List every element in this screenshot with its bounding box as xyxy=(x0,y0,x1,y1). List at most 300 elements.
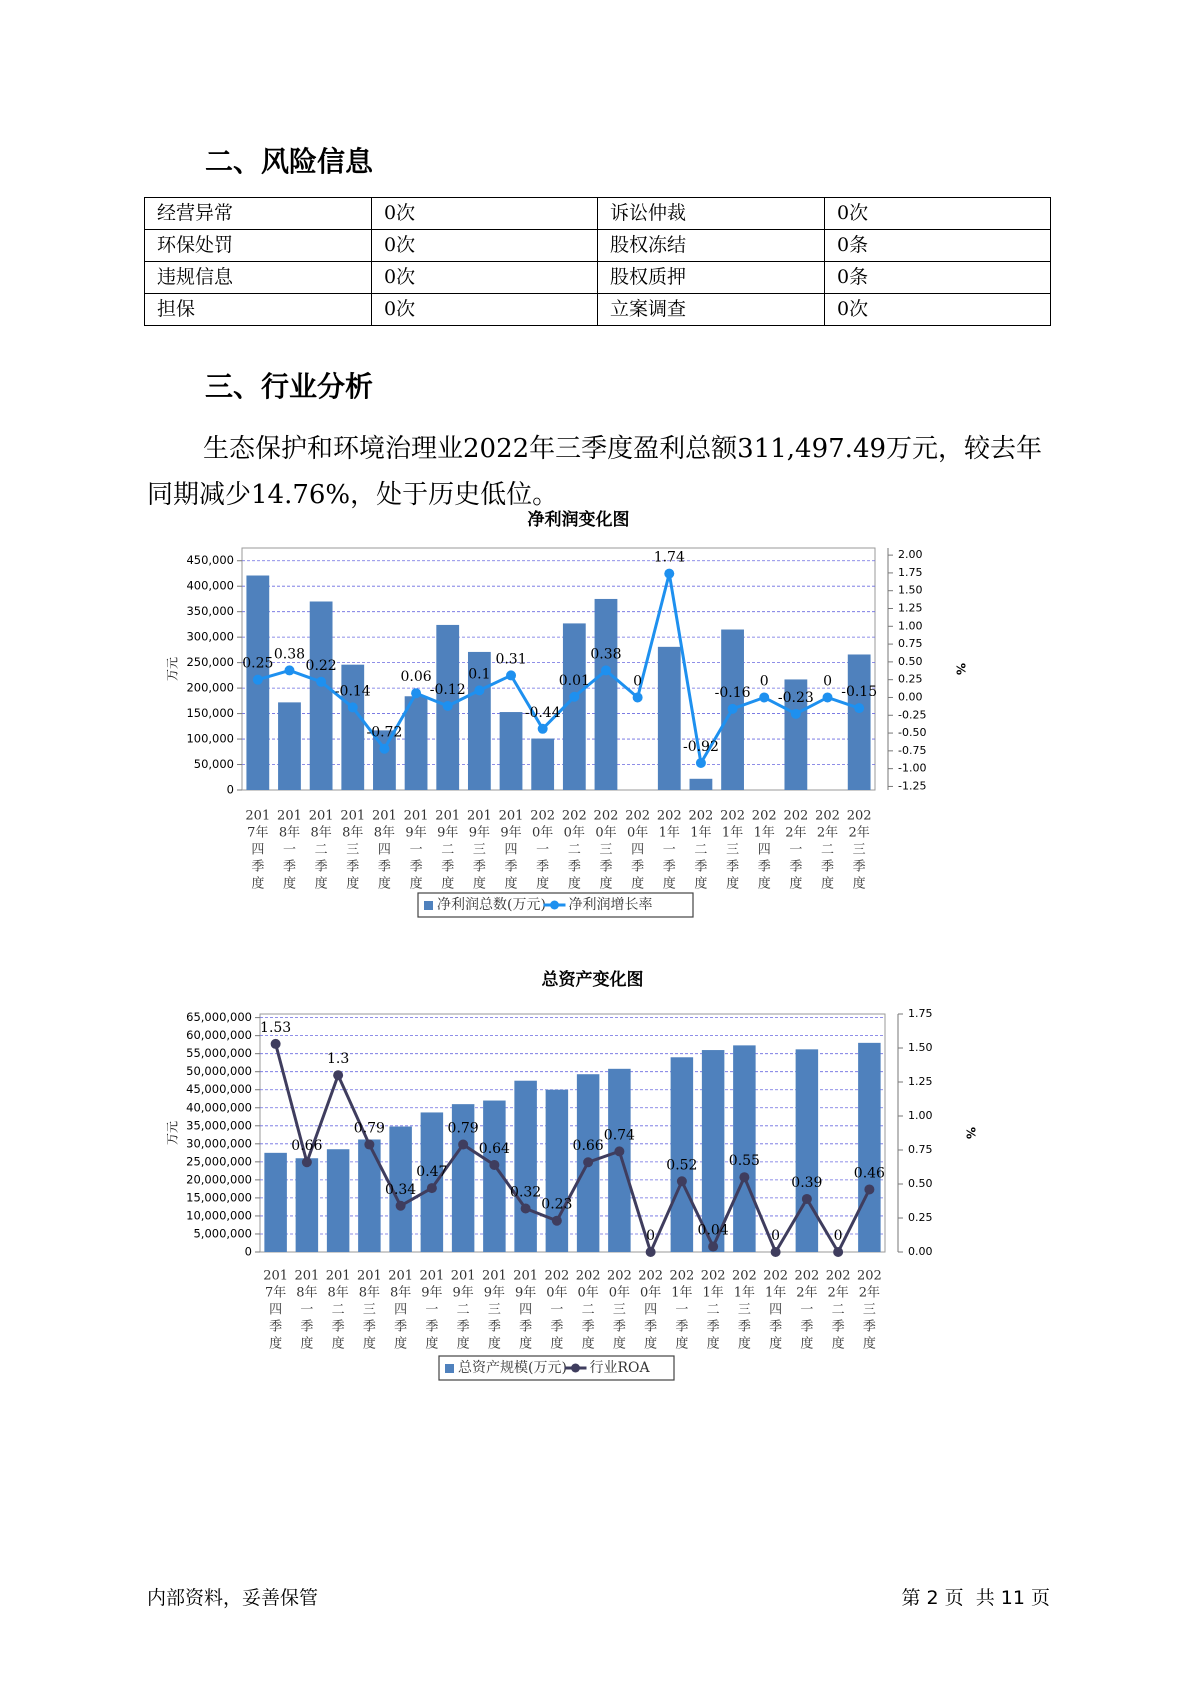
section-heading-industry: 三、行业分析 xyxy=(205,370,374,403)
data-label: 0 xyxy=(833,1228,843,1244)
legend-label: 总资产规模(万元) xyxy=(458,1360,567,1376)
x-tick-label-line: 8年 xyxy=(342,825,364,841)
x-tick-label-line: 201 xyxy=(308,808,334,824)
x-tick-label-line: 度 xyxy=(831,1336,845,1352)
data-label: 0.47 xyxy=(416,1164,448,1181)
data-label: -0.72 xyxy=(366,724,403,741)
x-tick-label xyxy=(594,809,619,892)
data-label: 0.66 xyxy=(572,1138,604,1155)
bar xyxy=(690,779,713,790)
x-tick-label-line: 8年 xyxy=(310,825,332,841)
bar xyxy=(671,1057,694,1252)
x-tick-label xyxy=(467,809,492,892)
x-tick-label-line: 0年 xyxy=(608,1285,631,1301)
bar xyxy=(296,1158,319,1252)
line-point xyxy=(364,1140,374,1150)
x-tick-label xyxy=(657,809,682,892)
x-tick-label-line: 季 xyxy=(694,859,708,875)
x-tick-label xyxy=(435,809,460,892)
x-tick-label xyxy=(482,1269,507,1352)
line-point xyxy=(791,709,801,719)
x-tick-label-line: 四 xyxy=(394,1302,408,1318)
table-row xyxy=(145,262,1051,294)
x-tick-label-line: 季 xyxy=(362,1319,376,1335)
x-tick-label-line: 三 xyxy=(346,842,360,858)
bar xyxy=(531,739,554,790)
x-tick-label xyxy=(388,1269,413,1352)
x-tick-label-line: 202 xyxy=(720,808,745,824)
x-tick-label-line: 度 xyxy=(331,1336,345,1352)
line-point xyxy=(271,1039,281,1049)
data-label: 0.52 xyxy=(666,1157,698,1174)
x-tick-label xyxy=(340,809,365,892)
x-tick-label-line: 三 xyxy=(862,1302,876,1318)
y2-axis-title: % xyxy=(953,662,968,676)
data-label: 0 xyxy=(633,673,643,690)
x-tick-label-line: 度 xyxy=(631,876,645,892)
x-tick-label-line: 2年 xyxy=(785,825,807,841)
x-tick-label-line: 201 xyxy=(340,808,366,824)
x-tick-label-line: 1年 xyxy=(764,1285,787,1301)
x-tick-label-line: 0年 xyxy=(626,825,649,841)
legend xyxy=(439,1356,674,1380)
x-tick-label xyxy=(530,809,555,892)
risk-label: 经营异常 xyxy=(145,198,372,230)
x-tick-label-line: 7年 xyxy=(247,825,269,841)
x-tick-label-line: 四 xyxy=(504,842,518,858)
bar xyxy=(848,654,871,790)
x-tick-label-line: 1年 xyxy=(702,1285,724,1301)
x-tick-label-line: 度 xyxy=(644,1336,658,1352)
y2-tick-label: -0.50 xyxy=(898,726,927,740)
data-label: 0 xyxy=(823,673,832,690)
y-tick-label: 50,000 xyxy=(193,757,234,772)
data-label: 0.31 xyxy=(495,651,527,668)
bar xyxy=(595,599,618,790)
x-tick-label-line: 9年 xyxy=(500,825,522,841)
x-tick-label-line: 度 xyxy=(519,1336,533,1352)
x-tick-label-line: 8年 xyxy=(278,825,301,841)
line-point xyxy=(696,758,706,768)
y-tick-label: 400,000 xyxy=(186,578,234,593)
x-tick-label-line: 9年 xyxy=(468,825,491,841)
x-tick-label xyxy=(357,1269,382,1352)
x-tick-label-line: 度 xyxy=(612,1336,626,1352)
y2-tick-label: 1.75 xyxy=(908,1007,933,1020)
data-label: 0.06 xyxy=(400,669,432,686)
x-tick-label-line: 季 xyxy=(831,1319,845,1335)
x-tick-label-line: 度 xyxy=(425,1336,439,1352)
x-tick-label-line: 2年 xyxy=(827,1285,849,1301)
x-tick-label-line: 度 xyxy=(377,876,391,892)
line-point xyxy=(284,665,294,675)
bar xyxy=(733,1045,756,1252)
x-tick-label-line: 四 xyxy=(757,842,771,858)
x-tick-label-line: 二 xyxy=(567,842,581,858)
x-tick-label-line: 季 xyxy=(504,859,518,875)
data-label: 0 xyxy=(646,1228,656,1244)
y2-tick-label: 1.75 xyxy=(898,565,923,579)
x-tick-label-line: 一 xyxy=(800,1302,814,1318)
x-tick-label-line: 0年 xyxy=(639,1285,662,1301)
x-tick-label-line: 度 xyxy=(251,876,265,892)
x-tick-label-line: 9年 xyxy=(514,1285,537,1301)
line-point xyxy=(458,1140,468,1150)
line-point xyxy=(396,1201,406,1211)
x-tick-label-line: 度 xyxy=(409,876,423,892)
x-tick-label-line: 季 xyxy=(757,859,771,875)
x-tick-label-line: 二 xyxy=(441,842,455,858)
line-point xyxy=(521,1203,531,1213)
y-tick-label: 55,000,000 xyxy=(186,1046,252,1061)
data-label: -0.12 xyxy=(429,682,466,699)
x-tick-label xyxy=(607,1269,632,1352)
bar xyxy=(264,1153,287,1252)
x-tick-label-line: 一 xyxy=(282,842,296,858)
x-tick-label-line: 8年 xyxy=(373,825,396,841)
x-tick-label xyxy=(701,1269,726,1352)
x-tick-label xyxy=(732,1269,757,1352)
line-point xyxy=(506,670,516,680)
y-tick-label: 250,000 xyxy=(186,655,234,670)
x-tick-label xyxy=(625,809,650,892)
x-tick-label-line: 季 xyxy=(409,859,423,875)
x-tick-label-line: 度 xyxy=(599,876,613,892)
x-tick-label-line: 季 xyxy=(519,1319,533,1335)
x-tick-label-line: 二 xyxy=(581,1302,595,1318)
x-tick-label-line: 季 xyxy=(612,1319,626,1335)
x-tick-label-line: 一 xyxy=(409,842,423,858)
y-tick-label: 25,000,000 xyxy=(186,1154,252,1169)
x-tick-label-line: 9年 xyxy=(437,825,459,841)
line-point xyxy=(348,702,358,712)
x-tick-label-line: 一 xyxy=(536,842,550,858)
legend-label: 行业ROA xyxy=(589,1360,650,1376)
x-tick-label-line: 季 xyxy=(472,859,486,875)
x-tick-label-line: 201 xyxy=(263,1268,289,1284)
line-point xyxy=(552,1216,562,1226)
risk-value: 0次 xyxy=(372,230,598,262)
x-tick-label-line: 二 xyxy=(831,1302,845,1318)
x-tick-label-line: 季 xyxy=(550,1319,564,1335)
x-tick-label-line: 201 xyxy=(419,1268,445,1284)
data-label: -0.23 xyxy=(777,689,814,706)
y-tick-label: 450,000 xyxy=(186,553,234,568)
bar xyxy=(858,1043,881,1252)
y2-tick-label: 1.00 xyxy=(908,1109,933,1122)
x-tick-label-line: 201 xyxy=(245,808,271,824)
x-tick-label-line: 202 xyxy=(700,1268,726,1284)
total-assets-chart xyxy=(165,970,1070,1500)
x-tick-label-line: 三 xyxy=(612,1302,626,1318)
data-label: -0.14 xyxy=(334,683,371,700)
y2-tick-label: 0.75 xyxy=(908,1143,933,1156)
x-tick-label-line: 季 xyxy=(737,1319,751,1335)
y-tick-label: 30,000,000 xyxy=(186,1136,252,1151)
x-tick-label-line: 201 xyxy=(372,808,397,824)
line-point xyxy=(771,1247,781,1257)
x-tick-label-line: 季 xyxy=(726,859,740,875)
x-tick-label-line: 度 xyxy=(346,876,360,892)
data-label: 1.3 xyxy=(326,1051,350,1068)
x-tick-label-line: 1年 xyxy=(671,1285,693,1301)
x-tick-label-line: 201 xyxy=(325,1268,351,1284)
y2-tick-label: 0.75 xyxy=(898,637,923,651)
x-tick-label xyxy=(245,809,270,892)
x-tick-label-line: 202 xyxy=(846,808,872,824)
risk-label: 环保处罚 xyxy=(145,230,372,262)
y-tick-label: 200,000 xyxy=(186,680,234,695)
risk-value: 0条 xyxy=(825,230,1051,262)
x-tick-label-line: 一 xyxy=(789,842,803,858)
data-label: 1.53 xyxy=(260,1019,292,1036)
x-tick-label-line: 0年 xyxy=(595,825,617,841)
x-tick-label-line: 度 xyxy=(362,1336,376,1352)
x-tick-label-line: 季 xyxy=(394,1319,408,1335)
x-tick-label xyxy=(513,1269,538,1352)
x-tick-label-line: 9年 xyxy=(421,1285,443,1301)
risk-value: 0次 xyxy=(372,294,598,326)
x-tick-label-line: 2年 xyxy=(796,1285,818,1301)
x-tick-label xyxy=(783,809,808,892)
x-tick-label-line: 9年 xyxy=(405,825,427,841)
x-tick-label-line: 2年 xyxy=(848,825,870,841)
x-tick-label-line: 季 xyxy=(852,859,866,875)
x-tick-label-line: 202 xyxy=(625,808,651,824)
x-tick-label xyxy=(326,1269,351,1352)
line-point xyxy=(427,1183,437,1193)
x-tick-label-line: 201 xyxy=(294,1268,320,1284)
y-axis-title: 万元 xyxy=(165,656,180,682)
x-tick-label-line: 度 xyxy=(821,876,835,892)
chart-title: 净利润变化图 xyxy=(527,510,630,530)
risk-value: 0次 xyxy=(825,294,1051,326)
data-label: -0.15 xyxy=(841,684,878,701)
data-label: 0.34 xyxy=(385,1181,417,1198)
industry-paragraph-text: 生态保护和环境治理业2022年三季度盈利总额311,497.49万元，较去年同期减少14.76%，处于历史低位。 xyxy=(147,434,1043,510)
y2-tick-label: 1.50 xyxy=(908,1041,933,1054)
x-tick-label-line: 202 xyxy=(561,808,587,824)
y2-tick-label: 2.00 xyxy=(898,548,923,562)
line-point xyxy=(633,692,643,702)
x-tick-label-line: 201 xyxy=(513,1268,539,1284)
x-tick-label-line: 7年 xyxy=(264,1285,287,1301)
x-tick-label-line: 度 xyxy=(581,1336,595,1352)
line-point xyxy=(583,1157,593,1167)
y2-tick-label: 0.00 xyxy=(908,1245,933,1258)
x-tick-label xyxy=(638,1269,663,1352)
x-tick-label-line: 三 xyxy=(362,1302,376,1318)
x-tick-label-line: 202 xyxy=(638,1268,664,1284)
x-tick-label-line: 度 xyxy=(269,1336,283,1352)
y-tick-label: 350,000 xyxy=(186,604,234,619)
x-tick-label xyxy=(419,1269,444,1352)
x-tick-label xyxy=(576,1269,601,1352)
x-tick-label-line: 季 xyxy=(567,859,581,875)
risk-label: 股权冻结 xyxy=(598,230,825,262)
x-tick-label-line: 四 xyxy=(769,1302,783,1318)
line-point xyxy=(489,1160,499,1170)
bar xyxy=(310,601,333,790)
x-tick-label xyxy=(544,1269,569,1352)
x-tick-label-line: 四 xyxy=(631,842,645,858)
y-tick-label: 150,000 xyxy=(186,706,234,721)
x-tick-label-line: 202 xyxy=(656,808,682,824)
x-tick-label-line: 二 xyxy=(706,1302,720,1318)
x-tick-label-line: 季 xyxy=(331,1319,345,1335)
x-tick-label xyxy=(763,1269,788,1352)
line-point xyxy=(443,701,453,711)
x-tick-label-line: 201 xyxy=(498,808,524,824)
line-point xyxy=(759,692,769,702)
x-tick-label-line: 季 xyxy=(675,1319,689,1335)
x-tick-label-line: 度 xyxy=(694,876,708,892)
x-tick-label-line: 季 xyxy=(800,1319,814,1335)
x-tick-label-line: 三 xyxy=(852,842,866,858)
line-point xyxy=(708,1242,718,1252)
x-tick-label-line: 二 xyxy=(456,1302,470,1318)
y-tick-label: 0 xyxy=(244,1244,252,1259)
x-tick-label xyxy=(826,1269,851,1352)
x-tick-label-line: 四 xyxy=(519,1302,533,1318)
legend-marker xyxy=(550,901,559,910)
data-label: -0.44 xyxy=(524,704,561,721)
data-label: 0.64 xyxy=(478,1140,510,1157)
bar xyxy=(658,647,681,790)
x-tick-label-line: 度 xyxy=(706,1336,720,1352)
footer-note: 内部资料，妥善保管 xyxy=(147,1587,319,1609)
line-point xyxy=(569,692,579,702)
y2-tick-label: -1.00 xyxy=(898,761,927,775)
x-tick-label-line: 201 xyxy=(466,808,492,824)
x-tick-label-line: 度 xyxy=(536,876,550,892)
x-tick-label xyxy=(794,1269,819,1352)
y-tick-label: 300,000 xyxy=(186,629,234,644)
x-tick-label-line: 季 xyxy=(346,859,360,875)
x-tick-label-line: 度 xyxy=(852,876,866,892)
x-tick-label-line: 202 xyxy=(606,1268,632,1284)
y-tick-label: 50,000,000 xyxy=(186,1064,252,1079)
line-point xyxy=(646,1247,656,1257)
data-label: -0.92 xyxy=(682,738,719,755)
x-tick-label xyxy=(752,809,777,892)
x-tick-label-line: 1年 xyxy=(690,825,712,841)
line-point xyxy=(664,569,674,579)
line-point xyxy=(253,675,263,685)
y-axis-title: 万元 xyxy=(165,1120,180,1146)
x-tick-label xyxy=(857,1269,882,1352)
x-tick-label-line: 1年 xyxy=(658,825,680,841)
legend xyxy=(418,893,693,917)
x-tick-label-line: 202 xyxy=(825,1268,851,1284)
x-tick-label-line: 度 xyxy=(800,1336,814,1352)
x-tick-label-line: 四 xyxy=(377,842,391,858)
line-point xyxy=(728,704,738,714)
x-tick-label-line: 度 xyxy=(487,1336,501,1352)
x-tick-label-line: 0年 xyxy=(532,825,554,841)
table-row xyxy=(145,230,1051,262)
x-tick-label-line: 202 xyxy=(763,1268,789,1284)
data-label: 0.55 xyxy=(728,1153,760,1170)
data-label: 0.39 xyxy=(791,1174,823,1191)
x-tick-label-line: 季 xyxy=(300,1319,314,1335)
x-tick-label-line: 季 xyxy=(314,859,328,875)
x-tick-label-line: 202 xyxy=(751,808,777,824)
y2-tick-label: 0.00 xyxy=(898,690,923,704)
x-tick-label xyxy=(562,809,587,892)
bar xyxy=(358,1139,381,1252)
y2-tick-label: -1.25 xyxy=(898,779,927,793)
risk-label: 违规信息 xyxy=(145,262,372,294)
x-tick-label-line: 度 xyxy=(300,1336,314,1352)
data-label: 0.22 xyxy=(305,657,337,674)
x-tick-label-line: 季 xyxy=(599,859,613,875)
x-tick-label xyxy=(404,809,429,892)
data-label: 0.25 xyxy=(242,655,274,672)
x-tick-label-line: 一 xyxy=(300,1302,314,1318)
line-point xyxy=(823,692,833,702)
x-tick-label-line: 9年 xyxy=(452,1285,474,1301)
y-tick-label: 35,000,000 xyxy=(186,1118,252,1133)
risk-info-table xyxy=(144,197,1051,326)
data-label: 1.74 xyxy=(653,549,685,566)
x-tick-label-line: 0年 xyxy=(563,825,585,841)
x-tick-label-line: 四 xyxy=(251,842,265,858)
line-point xyxy=(474,685,484,695)
risk-value: 0次 xyxy=(825,198,1051,230)
risk-value: 0次 xyxy=(372,198,598,230)
x-tick-label-line: 201 xyxy=(481,1268,507,1284)
x-tick-label-line: 2年 xyxy=(858,1285,881,1301)
x-tick-label-line: 季 xyxy=(282,859,296,875)
bar xyxy=(608,1069,631,1252)
bar xyxy=(405,696,428,790)
x-tick-label-line: 1年 xyxy=(721,825,744,841)
chart-title: 总资产变化图 xyxy=(541,970,644,990)
x-tick-label-line: 季 xyxy=(251,859,265,875)
x-tick-label-line: 度 xyxy=(757,876,771,892)
y2-tick-label: 0.25 xyxy=(898,672,923,686)
x-tick-label-line: 季 xyxy=(862,1319,876,1335)
x-tick-label-line: 度 xyxy=(394,1336,408,1352)
line-point xyxy=(601,665,611,675)
x-tick-label-line: 季 xyxy=(769,1319,783,1335)
x-tick-label xyxy=(669,1269,694,1352)
x-tick-label-line: 度 xyxy=(862,1336,876,1352)
x-tick-label-line: 202 xyxy=(731,1268,757,1284)
x-tick-label-line: 度 xyxy=(737,1336,751,1352)
data-label: 0.01 xyxy=(558,672,590,689)
x-tick-label-line: 季 xyxy=(631,859,645,875)
line-point xyxy=(333,1070,343,1080)
y2-tick-label: 0.50 xyxy=(908,1177,933,1190)
data-label: 0.38 xyxy=(273,646,306,663)
x-tick-label-line: 201 xyxy=(450,1268,476,1284)
x-tick-label-line: 202 xyxy=(530,808,556,824)
x-tick-label-line: 度 xyxy=(314,876,328,892)
y2-axis-title: % xyxy=(963,1126,978,1140)
data-label: 0.23 xyxy=(541,1196,573,1213)
x-tick-label-line: 度 xyxy=(456,1336,470,1352)
legend-bar-swatch xyxy=(445,1364,454,1373)
x-tick-label xyxy=(277,809,302,892)
x-tick-label-line: 一 xyxy=(550,1302,564,1318)
x-tick-label-line: 季 xyxy=(789,859,803,875)
x-tick-label xyxy=(294,1269,319,1352)
risk-value: 0次 xyxy=(372,262,598,294)
x-tick-label-line: 季 xyxy=(456,1319,470,1335)
data-label: 0.79 xyxy=(447,1120,479,1137)
